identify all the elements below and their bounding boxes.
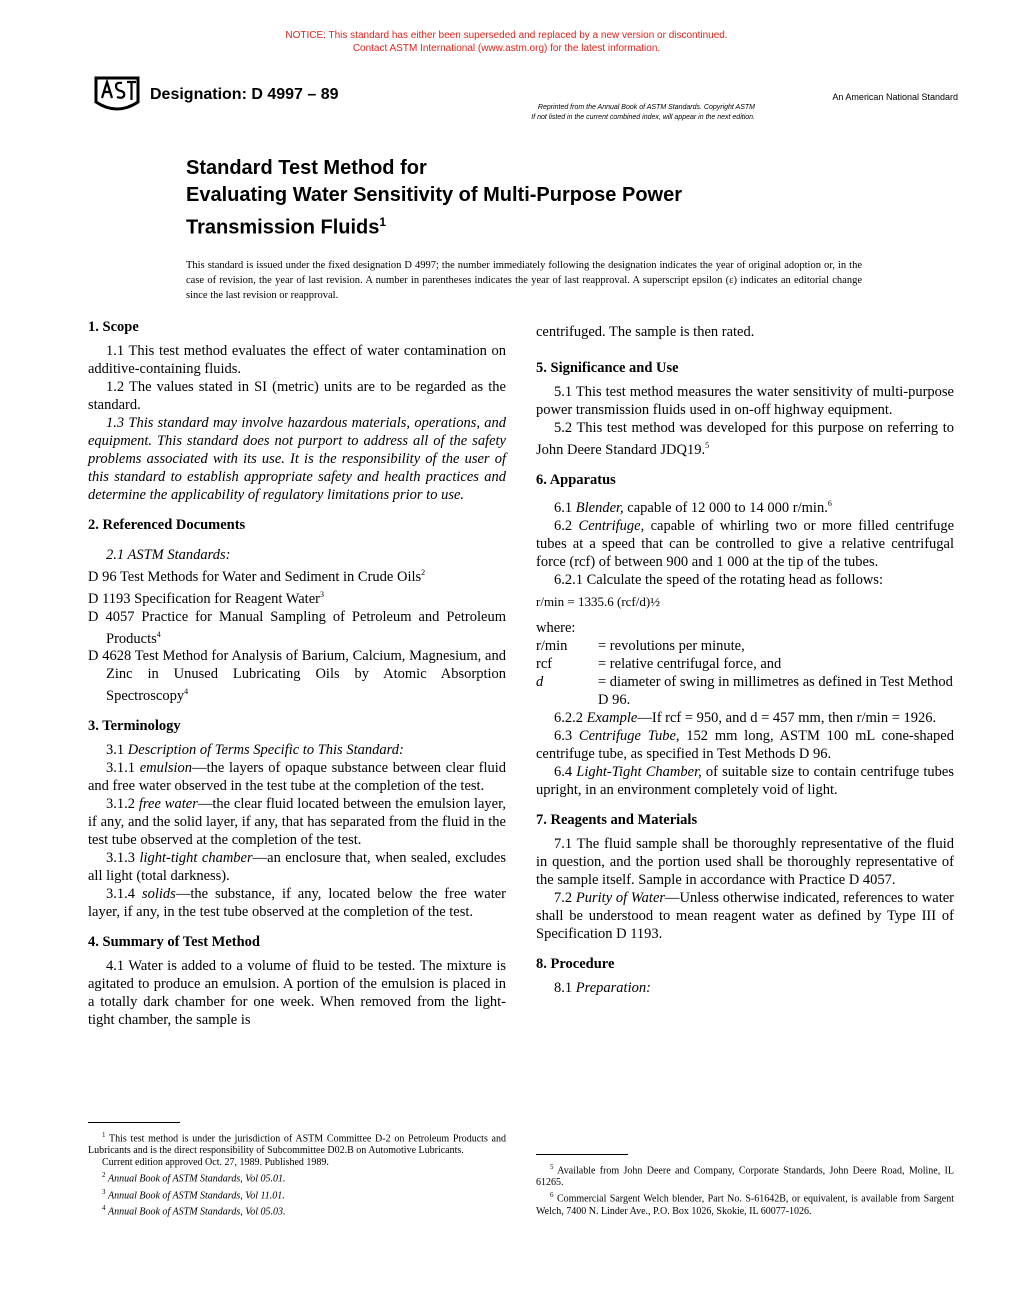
para-6-4-text: of suitable size to contain centrifuge tubes upright, in an environment completely void of light. bbox=[536, 763, 954, 798]
section-2-heading: 2. Referenced Documents bbox=[88, 517, 246, 533]
ref-d1193-sup: 3 bbox=[319, 589, 324, 599]
national-standard-label: An American National Standard bbox=[832, 92, 958, 102]
para-7-1: 7.1 The fluid sample shall be thoroughly representative of the fluid in question, and the portion used shall be thoroughly representative of the sample itself. Sample in accordance with Practice D 4057. bbox=[536, 835, 954, 888]
def-sym-rcf: rcf bbox=[536, 655, 553, 672]
term-blender: Blender, bbox=[575, 499, 624, 516]
section-4-heading: 4. Summary of Test Method bbox=[88, 934, 260, 951]
footnote-3 bbox=[88, 1186, 506, 1202]
section-6-heading: 6. Apparatus bbox=[536, 471, 616, 488]
para-4-1: 4.1 Water is added to a volume of fluid to be tested. The mixture is agitated to produce an emulsion. A portion of the emulsion is placed in a totally dark chamber for one week. When removed from the light-tight chamber, the sample is bbox=[88, 958, 506, 1029]
section-8-heading: 8. Procedure bbox=[536, 955, 615, 972]
def-desc-rcf: = relative centrifugal force, and bbox=[598, 655, 782, 672]
para-6-3-num: 6.3 bbox=[554, 727, 573, 744]
term-centrifuge-tube: Centrifuge Tube, bbox=[578, 727, 680, 744]
ref-d96 bbox=[88, 564, 506, 586]
ref-d4628-sup: 4 bbox=[184, 687, 189, 697]
para-4-1-continued: centrifuged. The sample is then rated. bbox=[536, 324, 755, 340]
symbol-definitions bbox=[536, 637, 954, 709]
footnote-2-text: Annual Book of ASTM Standards, Vol 05.01. bbox=[108, 1173, 286, 1185]
ref-d4057 bbox=[88, 608, 506, 648]
para-7-2 bbox=[536, 889, 954, 943]
para-1-1: 1.1 This test method evaluates the effect of water contamination on additive-containing fluids. bbox=[88, 343, 506, 377]
footnote-6-mark: 6 bbox=[550, 1191, 554, 1200]
para-2-1: 2.1 ASTM Standards: bbox=[106, 547, 231, 563]
title-footnote-mark: 1 bbox=[379, 215, 387, 229]
para-3-1-3-num: 3.1.3 bbox=[106, 850, 135, 867]
para-3-1-3-text: —an enclosure that, when sealed, excludes all light (total darkness). bbox=[88, 850, 506, 885]
para-3-1-1-num: 3.1.1 bbox=[106, 760, 135, 777]
title-line-1: Standard Test Method for bbox=[186, 157, 427, 179]
para-6-2-text: capable of whirling two or more filled centrifuge tubes at a speed that can be controlled to give a relative centrifugal force (rcf) of between 900 and 1 000 at the tip of the tubes. bbox=[536, 517, 955, 570]
term-free-water: free water bbox=[138, 796, 198, 813]
para-7-2-num: 7.2 bbox=[554, 889, 573, 906]
ref-d4057-text: D 4057 Practice for Manual Sampling of Petroleum and Petroleum Products bbox=[88, 608, 506, 647]
reprint-line-1: Reprinted from the Annual Book of ASTM Standards. Copyright ASTM bbox=[537, 104, 755, 111]
para-3-1-1-text: —the layers of opaque substance between clear fluid and free water observed in the test tube at the completion of the test. bbox=[88, 760, 506, 795]
para-1-2: 1.2 The values stated in SI (metric) units are to be regarded as the standard. bbox=[88, 379, 506, 413]
para-8-1 bbox=[536, 979, 954, 997]
ref-d4628 bbox=[88, 647, 506, 705]
ref-d1193 bbox=[88, 586, 506, 608]
para-6-2-num: 6.2 bbox=[554, 517, 573, 534]
ref-d4628-text: D 4628 Test Method for Analysis of Barium, Calcium, Magnesium, and Zinc in Unused Lubricating Oils by Atomic Absorption Spectroscopy bbox=[88, 648, 506, 705]
footnote-4-text: Annual Book of ASTM Standards, Vol 05.03. bbox=[108, 1206, 286, 1218]
term-purity-of-water: Purity of Water bbox=[575, 889, 666, 906]
footnote-2 bbox=[88, 1169, 506, 1185]
footnote-3-text: Annual Book of ASTM Standards, Vol 11.01. bbox=[108, 1189, 285, 1201]
para-3-1-4 bbox=[88, 885, 506, 921]
section-5-heading: 5. Significance and Use bbox=[536, 360, 679, 376]
issuance-note: This standard is issued under the fixed designation D 4997; the number immediately following the designation indicates the year of original adoption or, in the case of revision, the year of last revision. A number in parentheses indicates the year of last reapproval. A superscript epsilon (ε) indicates an editorial change since the last revision or reapproval. bbox=[186, 260, 862, 301]
para-3-1-2 bbox=[88, 795, 506, 849]
supersede-notice bbox=[0, 29, 1013, 55]
left-footnotes bbox=[88, 1122, 506, 1218]
para-1-3: 1.3 This standard may involve hazardous materials, operations, and equipment. This standard does not purport to address all of the safety problems associated with its use. It is the responsibility of the user of this standard to establish appropriate safety and health practices and determine the applicability of regulatory limitations prior to use. bbox=[88, 415, 506, 503]
def-sym-d: d bbox=[536, 673, 544, 690]
right-footnotes bbox=[536, 1154, 954, 1218]
footnote-3-mark: 3 bbox=[102, 1187, 106, 1196]
para-6-1-num: 6.1 bbox=[554, 499, 573, 516]
para-3-1-4-text: —the substance, if any, located below the free water layer, if any, in the test tube observed at the completion of the test. bbox=[88, 886, 506, 921]
para-6-1 bbox=[536, 495, 954, 517]
def-desc-d: = diameter of swing in millimetres as defined in Test Method D 96. bbox=[598, 673, 953, 708]
footnote-4 bbox=[88, 1202, 506, 1218]
ref-d96-sup: 2 bbox=[421, 568, 426, 577]
footnote-5 bbox=[536, 1161, 954, 1189]
para-6-3-text: 152 mm long, ASTM 100 mL cone-shaped centrifuge tube, as specified in Test Methods D 96. bbox=[536, 727, 954, 762]
notice-line-1: NOTICE: This standard has either been superseded and replaced by a new version or discontinued. bbox=[285, 30, 728, 41]
reprint-line-2: If not listed in the current combined index, will appear in the next edition. bbox=[531, 114, 755, 121]
para-5-2-sup: 5 bbox=[705, 441, 710, 450]
para-6-2-2 bbox=[536, 709, 954, 727]
para-3-1-4-num: 3.1.4 bbox=[106, 886, 135, 903]
para-6-4-num: 6.4 bbox=[554, 763, 573, 780]
title-line-3-text: Transmission Fluids bbox=[186, 216, 380, 239]
para-3-1-text: Description of Terms Specific to This Standard: bbox=[127, 742, 404, 759]
para-6-1-sup: 6 bbox=[827, 498, 832, 508]
footnote-6-text: Commercial Sargent Welch blender, Part No. S-61642B, or equivalent, is available from Sargent Welch, 7400 N. Linder Ave., P.O. Box 1026, Skokie, IL 60077-1026. bbox=[536, 1193, 954, 1217]
term-emulsion: emulsion bbox=[139, 760, 193, 777]
para-3-1-2-num: 3.1.2 bbox=[106, 796, 135, 813]
speed-formula: r/min = 1335.6 (rcf/d)½ bbox=[536, 593, 660, 609]
footnote-1-mark: 1 bbox=[102, 1131, 106, 1139]
section-7-heading: 7. Reagents and Materials bbox=[536, 811, 698, 828]
term-light-tight-chamber: light-tight chamber bbox=[139, 850, 253, 867]
term-example: Example bbox=[586, 709, 638, 726]
para-5-2 bbox=[536, 419, 954, 459]
para-3-1-1 bbox=[88, 759, 506, 795]
para-6-2-2-num: 6.2.2 bbox=[554, 709, 583, 726]
para-6-3 bbox=[536, 727, 954, 763]
footnote-6 bbox=[536, 1189, 954, 1217]
notice-line-2: Contact ASTM International (www.astm.org) for the latest information. bbox=[352, 43, 661, 54]
section-1-heading: 1. Scope bbox=[88, 319, 139, 335]
para-3-1-num: 3.1 bbox=[106, 742, 125, 759]
term-light-tight-chamber-2: Light-Tight Chamber, bbox=[576, 763, 702, 780]
title-line-2: Evaluating Water Sensitivity of Multi-Purpose Power bbox=[186, 184, 683, 206]
left-column bbox=[88, 318, 506, 1029]
para-6-2-1: 6.2.1 Calculate the speed of the rotating head as follows: bbox=[554, 571, 883, 588]
right-column bbox=[536, 323, 954, 997]
footnote-5-text: Available from John Deere and Company, Corporate Standards, John Deere Road, Moline, IL 61265. bbox=[536, 1165, 954, 1189]
ref-d1193-text: D 1193 Specification for Reagent Water bbox=[88, 590, 320, 607]
footnote-1-text: This test method is under the jurisdiction of ASTM Committee D-2 on Petroleum Products and Lubricants and is the direct responsibility of Subcommittee D02.B on Automotive Lubricants. bbox=[88, 1133, 506, 1157]
para-6-1-text: capable of 12 000 to 14 000 r/min. bbox=[623, 499, 828, 516]
para-7-2-text: —Unless otherwise indicated, references to water shall be understood to mean reagent water as defined by Type III of Specification D 1193. bbox=[536, 889, 954, 942]
ref-d96-text: D 96 Test Methods for Water and Sediment in Crude Oils bbox=[88, 568, 422, 585]
designation: Designation: D 4997 – 89 bbox=[150, 86, 339, 103]
section-3-heading: 3. Terminology bbox=[88, 718, 181, 735]
para-8-1-num: 8.1 bbox=[554, 979, 573, 996]
footnote-1 bbox=[88, 1129, 506, 1157]
where-label: where: bbox=[536, 619, 576, 636]
footnote-4-mark: 4 bbox=[102, 1203, 106, 1212]
term-preparation: Preparation: bbox=[575, 979, 651, 996]
ref-d4057-sup: 4 bbox=[156, 629, 161, 639]
def-desc-rmin: = revolutions per minute, bbox=[598, 637, 745, 654]
para-6-2 bbox=[536, 517, 954, 571]
para-6-2-2-text: —If rcf = 950, and d = 457 mm, then r/min = 1926. bbox=[637, 709, 937, 726]
footnote-2-mark: 2 bbox=[102, 1171, 106, 1180]
footnote-5-mark: 5 bbox=[550, 1163, 554, 1171]
para-3-1 bbox=[88, 741, 506, 759]
term-centrifuge: Centrifuge, bbox=[578, 517, 645, 534]
def-sym-rmin: r/min bbox=[536, 637, 568, 654]
term-solids: solids bbox=[141, 886, 176, 903]
para-5-2-text: 5.2 This test method was developed for this purpose on referring to John Deere Standard JDQ19. bbox=[536, 420, 954, 458]
reprint-note bbox=[395, 103, 755, 123]
document-title bbox=[186, 155, 826, 242]
para-3-1-3 bbox=[88, 849, 506, 885]
footnote-approval: Current edition approved Oct. 27, 1989. Published 1989. bbox=[102, 1157, 329, 1169]
para-3-1-2-text: —the clear fluid located between the emulsion layer, if any, and the solid layer, if any, that has separated from the fluid in the test tube observed at the completion of the test. bbox=[88, 796, 506, 849]
para-6-4 bbox=[536, 763, 954, 799]
para-5-1: 5.1 This test method measures the water sensitivity of multi-purpose power transmission fluids used in on-off highway equipment. bbox=[536, 384, 954, 418]
title-line-3 bbox=[186, 209, 826, 242]
astm-logo bbox=[92, 72, 142, 118]
